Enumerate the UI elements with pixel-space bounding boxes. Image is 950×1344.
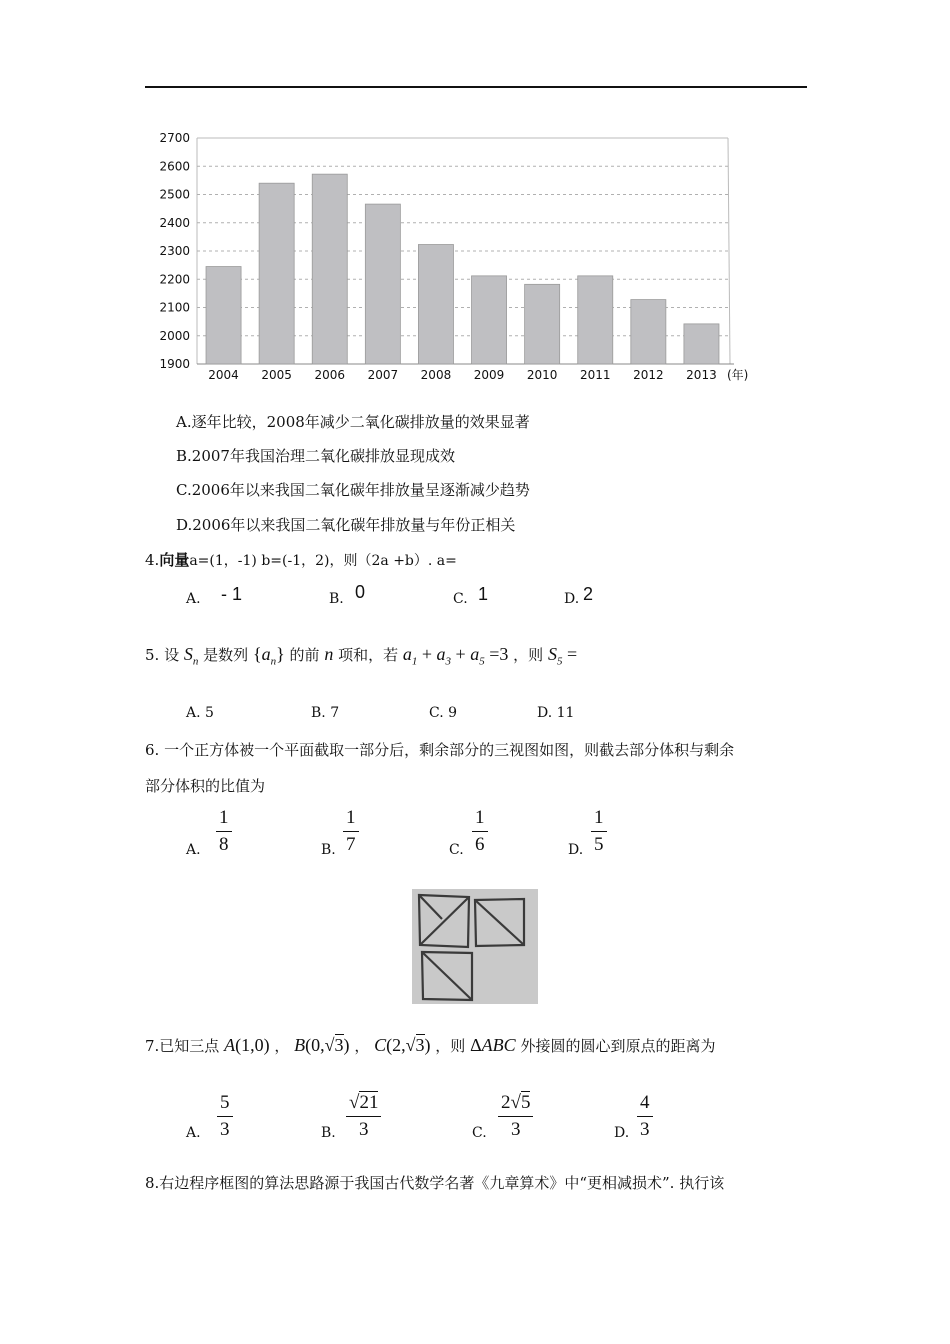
- q4-stem: [145, 550, 457, 571]
- x-tick-label: 2006: [314, 368, 346, 382]
- y-tick-label: 2300: [159, 244, 190, 258]
- q6-label-b: B.: [321, 842, 336, 858]
- q6-fraction-c: [472, 807, 488, 856]
- q4-value-b: 0: [355, 582, 366, 602]
- q7-label-d: D.: [614, 1125, 630, 1141]
- header-rule: [145, 86, 807, 88]
- q5-math-sn: $S_n$: [183, 644, 199, 668]
- q3-option-d: D.2006年以来我国二氧化碳年排放量与年份正相关: [176, 516, 516, 534]
- q5-text-1: 5. 设: [145, 646, 180, 664]
- q6-fraction-d: [591, 807, 607, 856]
- q5-text-5: ，则: [513, 646, 544, 664]
- q7-label-a: A.: [186, 1125, 201, 1141]
- q4-keyword: 向量: [159, 551, 190, 569]
- q7-label-c: C.: [472, 1125, 487, 1141]
- numerator: 5: [217, 1092, 233, 1117]
- q6-fraction-a: [216, 807, 232, 856]
- q6-label-a: A.: [186, 842, 201, 858]
- numerator: 1: [591, 807, 607, 832]
- emissions-bar-chart: [145, 128, 765, 388]
- three-view-figure: [412, 889, 538, 1004]
- denominator: 8: [219, 834, 229, 855]
- bar: [365, 204, 400, 364]
- q7-text-1: 7.已知三点: [145, 1037, 220, 1055]
- y-tick-label: 2000: [159, 328, 190, 343]
- denominator: 6: [475, 834, 485, 855]
- bar: [472, 276, 507, 364]
- denominator: 3: [358, 1119, 369, 1140]
- q6-line-1: 6. 一个正方体被一个平面截取一部分后，剩余部分的三视图如图，则截去部分体积与剩余: [145, 741, 735, 759]
- y-tick-label: 2700: [159, 131, 190, 145]
- q6-fraction-b: [343, 807, 359, 856]
- bar: [206, 267, 241, 364]
- q7-fraction-b: [346, 1092, 381, 1141]
- q5-option-d: D. 11: [537, 705, 575, 721]
- y-tick-label: 2500: [159, 187, 190, 202]
- numerator: √21: [346, 1092, 381, 1117]
- q5-text-2: 是数列: [203, 646, 249, 664]
- q5-stem: [145, 644, 577, 672]
- q4-value-c: 1: [478, 584, 489, 604]
- y-tick-label: 2600: [159, 159, 190, 174]
- x-tick-label: 2010: [526, 368, 558, 382]
- x-axis-unit: (年): [727, 368, 749, 382]
- denominator: 3: [640, 1119, 650, 1140]
- y-tick-label: 1900: [159, 357, 190, 371]
- chart-right-border: [728, 138, 730, 364]
- bar: [418, 245, 453, 364]
- y-tick-label: 2400: [159, 215, 190, 230]
- q6-line-2: 部分体积的比值为: [145, 777, 266, 795]
- bar: [525, 284, 560, 364]
- x-tick-label: 2008: [420, 368, 452, 382]
- q5-option-a: A. 5: [186, 705, 214, 721]
- q4-value-d: 2: [583, 584, 594, 604]
- radicand: 5: [520, 1092, 531, 1113]
- q5-math-n: n: [324, 644, 334, 664]
- x-tick-label: 2011: [579, 368, 611, 382]
- q5-math-condition: $a_1 + a_3 + a_5 =3$: [402, 644, 509, 668]
- bar: [312, 174, 347, 364]
- q7-fraction-a: [217, 1092, 233, 1141]
- q4-value-a: - 1: [221, 584, 243, 604]
- q7-point-a: A(1,0): [224, 1035, 270, 1055]
- bar: [631, 300, 666, 364]
- y-tick-label: 2200: [159, 272, 190, 287]
- q4-label-a: A.: [186, 591, 201, 607]
- numerator: 1: [343, 807, 359, 832]
- y-tick-label: 2100: [159, 300, 190, 315]
- q7-separator-2: ，: [354, 1037, 370, 1055]
- coefficient: 2: [501, 1092, 511, 1113]
- x-tick-label: 2009: [473, 368, 505, 382]
- q4-label-b: B.: [329, 591, 344, 607]
- q7-separator-1: ，: [274, 1037, 290, 1055]
- q7-stem: [145, 1035, 715, 1056]
- bar: [578, 276, 613, 364]
- q6-label-c: C.: [449, 842, 464, 858]
- q7-text-2: ，则: [435, 1037, 466, 1055]
- q6-label-d: D.: [568, 842, 584, 858]
- q5-math-s5: $S_5$ =: [547, 644, 578, 668]
- x-tick-label: 2013: [686, 368, 717, 382]
- numerator: 4: [637, 1092, 653, 1117]
- q8-line-1: 8.右边程序框图的算法思路源于我国古代数学名著《九章算术》中“更相减损术”. 执行该: [145, 1174, 725, 1192]
- q7-text-3: 外接圆的圆心到原点的距离为: [520, 1037, 716, 1055]
- q4-expression: a=(1，-1) b=(-1，2)，则（2a +b）. a=: [189, 553, 457, 569]
- denominator: 7: [346, 834, 356, 855]
- x-tick-label: 2004: [208, 368, 239, 382]
- x-tick-label: 2005: [261, 368, 292, 382]
- q3-option-b: B.2007年我国治理二氧化碳排放显现成效: [176, 447, 455, 465]
- bar: [684, 324, 719, 364]
- numerator: 1: [472, 807, 488, 832]
- denominator: 3: [220, 1119, 230, 1140]
- denominator: 3: [510, 1119, 521, 1140]
- q4-number: 4.: [145, 551, 160, 569]
- q4-label-d: D.: [564, 591, 580, 607]
- denominator: 5: [594, 834, 604, 855]
- q3-option-a: A.逐年比较，2008年减少二氧化碳排放量的效果显著: [176, 413, 530, 431]
- x-tick-label: 2012: [633, 368, 664, 382]
- bar: [259, 183, 294, 364]
- q5-math-sequence: $\{a_n\}$: [252, 644, 285, 668]
- q5-option-c: C. 9: [429, 705, 458, 721]
- q3-option-c: C.2006年以来我国二氧化碳年排放量呈逐渐减少趋势: [176, 481, 530, 499]
- q7-triangle: ΔABC: [470, 1035, 516, 1055]
- numerator: 1: [216, 807, 232, 832]
- numerator: 2√5: [498, 1092, 533, 1117]
- q7-fraction-d: [637, 1092, 653, 1141]
- q5-text-4: 项和，若: [338, 646, 399, 664]
- x-tick-label: 2007: [367, 368, 399, 382]
- radicand: 21: [359, 1092, 379, 1113]
- q7-point-b: B(0,√3): [294, 1035, 350, 1055]
- q7-fraction-c: [498, 1092, 533, 1141]
- q5-text-3: 的前: [289, 646, 320, 664]
- q5-option-b: B. 7: [311, 705, 340, 721]
- q4-label-c: C.: [453, 591, 468, 607]
- q7-point-c: C(2,√3): [374, 1035, 431, 1055]
- q7-label-b: B.: [321, 1125, 336, 1141]
